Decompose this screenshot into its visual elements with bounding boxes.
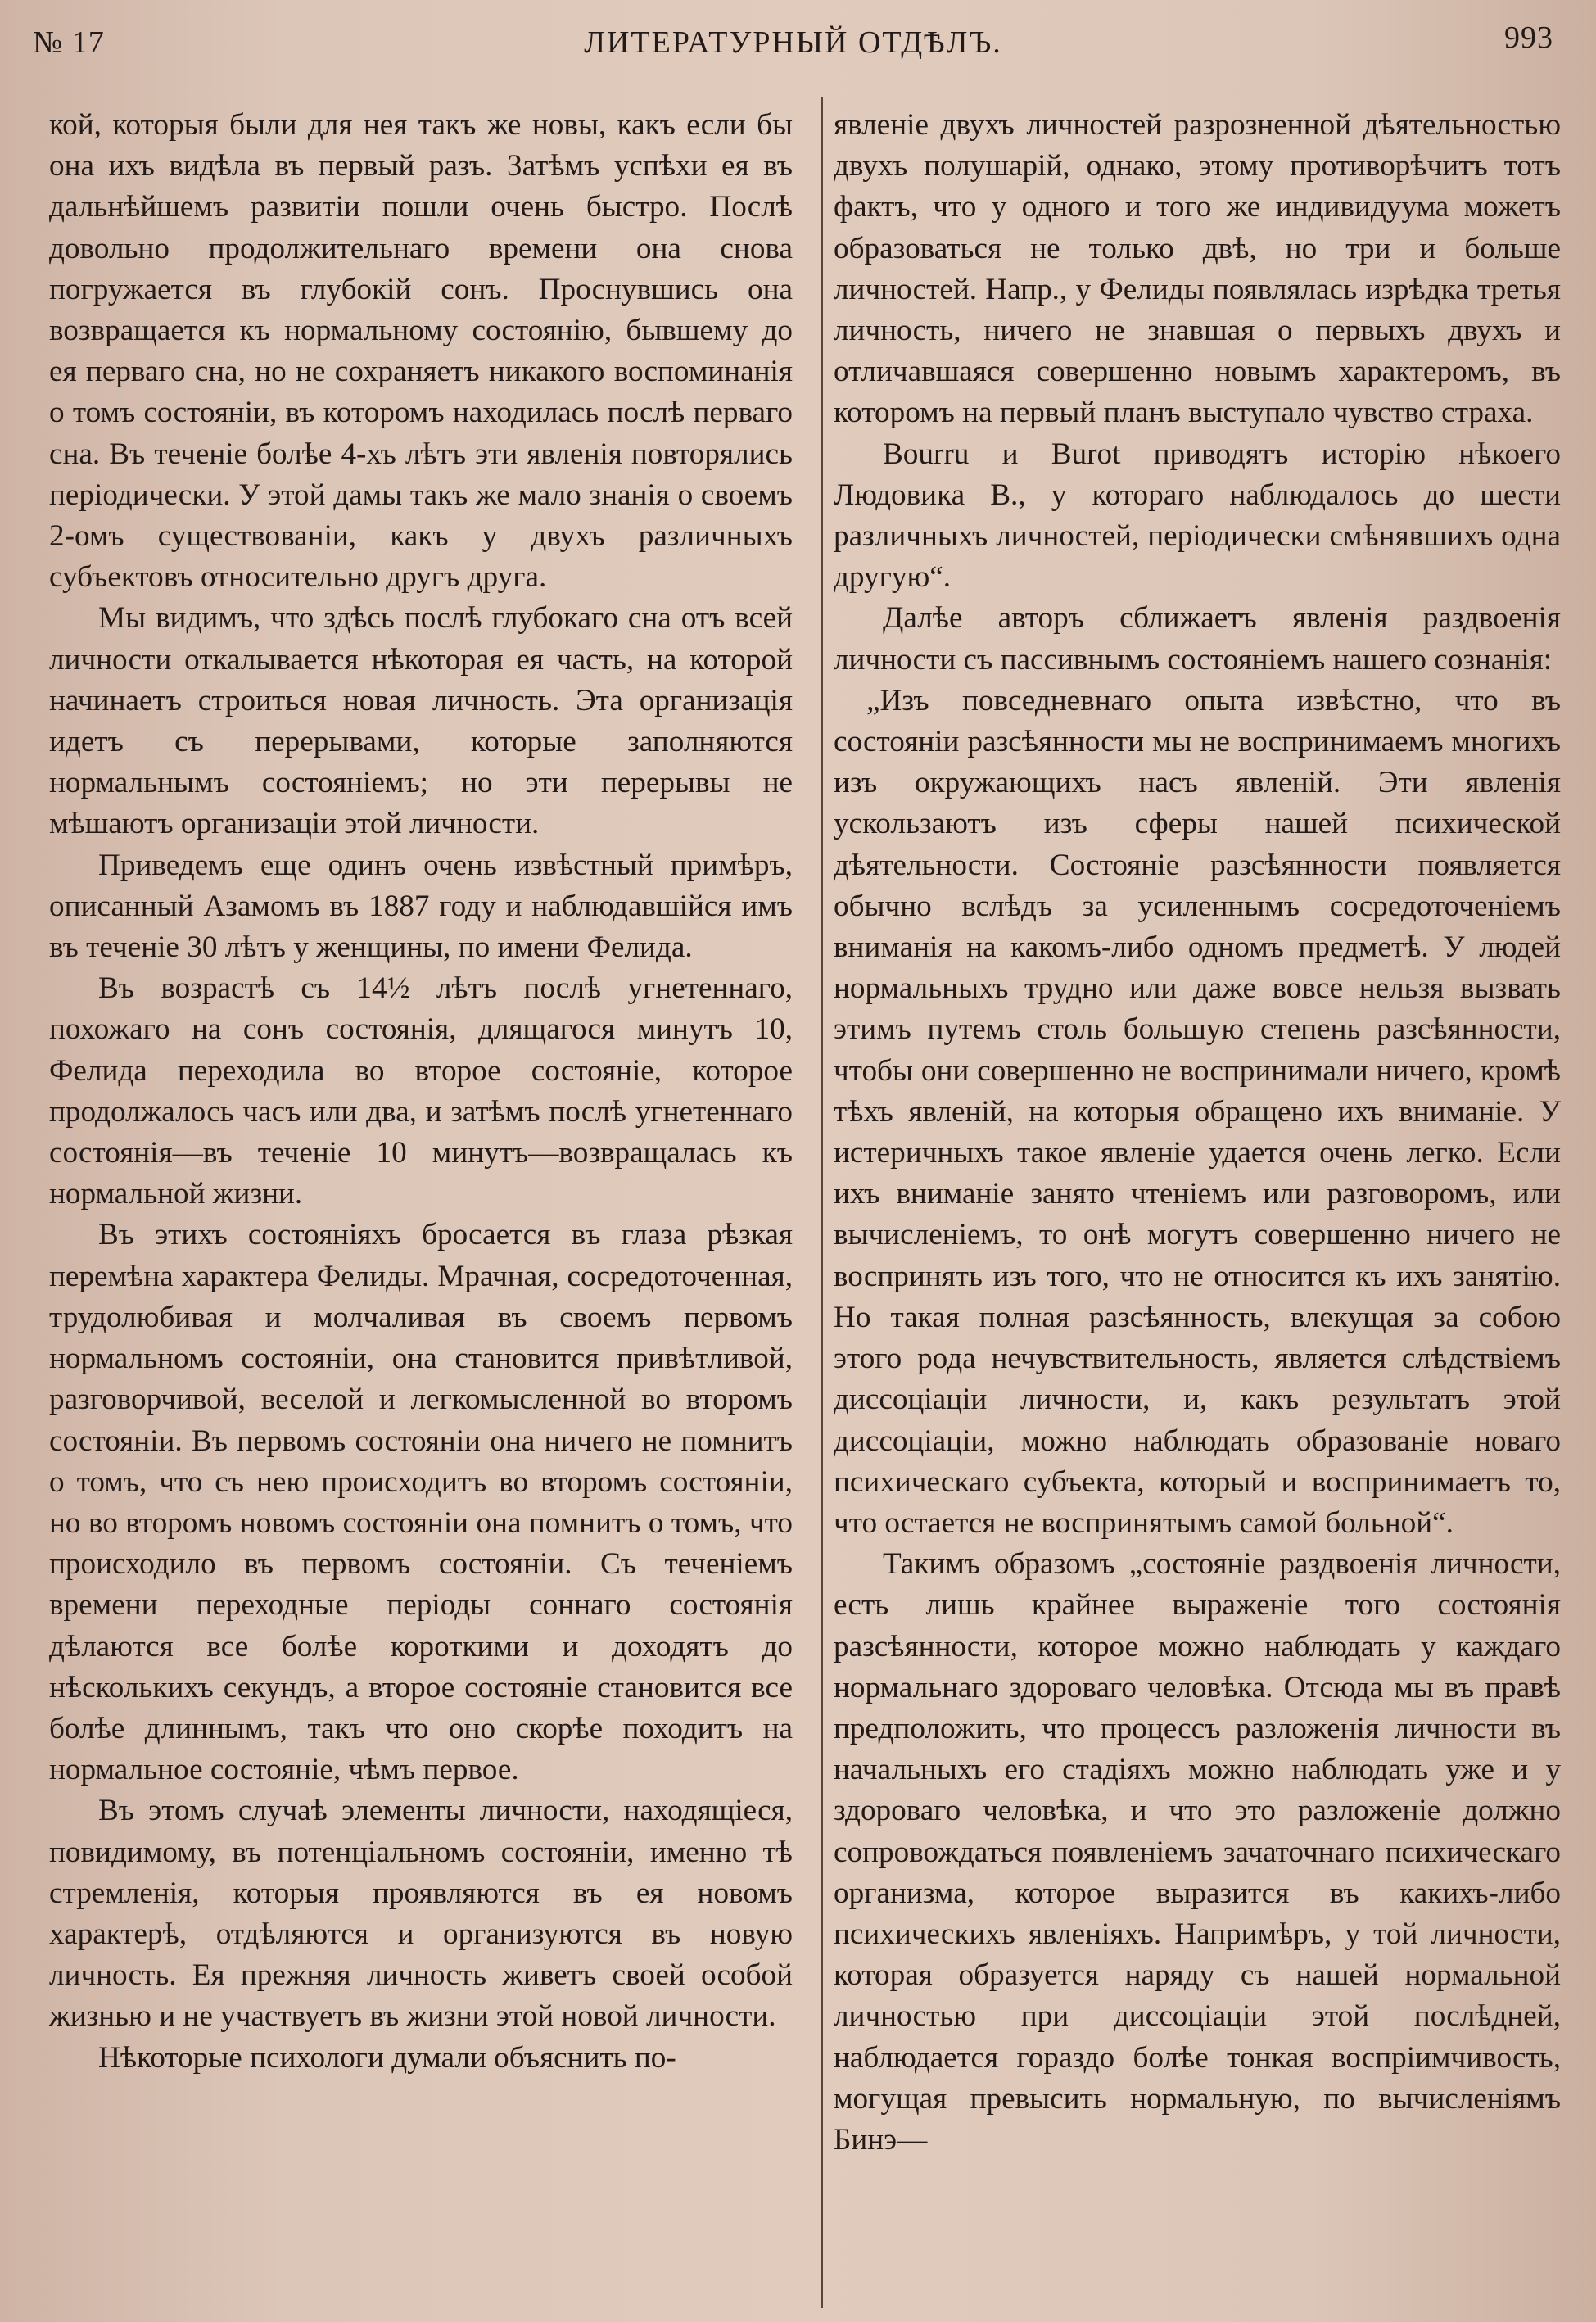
paragraph: Нѣкоторые психологи думали объяснить по-: [98, 2040, 676, 2075]
left-column: [49, 105, 793, 2308]
paragraph: Bourru и Burot приводятъ исторію нѣкоего Людовика В., у котораго наблюдалось до шести различныхъ личностей, періодически смѣнявшихъ одна другую“.: [834, 437, 1561, 595]
paragraph: Далѣе авторъ сближаетъ явленія раздвоенія личности съ пассивнымъ состояніемъ нашего сознанія:: [834, 601, 1561, 677]
paragraph: Такимъ образомъ „состояніе раздвоенія личности, есть лишь крайнее выраженіе того состоянія разсѣянности, которое можно наблюдать у каждаго нормальнаго здороваго человѣка. Отсюда мы въ правѣ предположить, что процессъ разложенія личности въ начальныхъ его стадіяхъ можно наблюдать уже и у здороваго человѣка, и что это разложеніе должно сопровождаться появленіемъ зачаточнаго психическаго организма, которое выразится въ какихъ-либо психическихъ явленіяхъ. Напримѣръ, у той личности, которая образуется наряду съ нашей нормальной личностью при диссоціаціи этой послѣдней, наблюдается гораздо болѣе тонкая воспріимчивость, могущая превысить нормальную, по вычисленіямъ Бинэ—: [834, 1547, 1561, 2157]
paragraph: Мы видимъ, что здѣсь послѣ глубокаго сна отъ всей личности откалывается нѣкоторая ея часть, на которой начинаетъ строиться новая личность. Эта организація идетъ съ перерывами, которые заполняются нормальнымъ состояніемъ; но эти перерывы не мѣшаютъ организаціи этой личности.: [49, 601, 793, 841]
issue-number: № 17: [33, 25, 105, 60]
paragraph: Въ этихъ состояніяхъ бросается въ глаза рѣзкая перемѣна характера Фелиды. Мрачная, сосредоточенная, трудолюбивая и молчаливая въ своемъ первомъ нормальномъ состояніи, она становится привѣтливой, разговорчивой, веселой и легкомысленной во второмъ состояніи. Въ первомъ состояніи она ничего не помнитъ о томъ, что съ нею происходитъ во второмъ состояніи, но во второмъ новомъ состояніи она помнитъ о томъ, что происходило въ первомъ состояніи. Съ теченіемъ времени переходные періоды соннаго состоянія дѣлаются все болѣе короткими и доходятъ до нѣсколькихъ секундъ, а второе состояніе становится все болѣе длиннымъ, такъ что оно скорѣе походитъ на нормальное состояніе, чѣмъ первое.: [49, 1218, 793, 1787]
section-title: ЛИТЕРАТУРНЫЙ ОТДѢЛЪ.: [584, 25, 1002, 60]
paragraph: явленіе двухъ личностей разрозненной дѣятельностью двухъ полушарій, однако, этому противорѣчитъ тотъ фактъ, что у одного и того же индивидуума можетъ образоваться не только двѣ, но три и больше личностей. Напр., у Фелиды появлялась изрѣдка третья личность, ничего не знавшая о первыхъ двухъ и отличавшаяся совершенно новымъ характеромъ, въ которомъ на первый планъ выступало чувство страха.: [834, 108, 1561, 430]
right-column: [834, 105, 1561, 2308]
page-number: 993: [1504, 20, 1553, 55]
column-divider: [821, 97, 823, 2308]
paragraph: Въ возрастѣ съ 14½ лѣтъ послѣ угнетеннаго, похожаго на сонъ состоянія, длящагося минутъ 10, Фелида переходила во второе состояніе, которое продолжалось часъ или два, и затѣмъ послѣ угнетеннаго состоянія—въ теченіе 10 минутъ—возвращалась къ нормальной жизни.: [49, 971, 793, 1211]
running-header: [33, 20, 1553, 74]
paragraph: Приведемъ еще одинъ очень извѣстный примѣръ, описанный Азамомъ въ 1887 году и наблюдавшійся имъ въ теченіе 30 лѣтъ у женщины, по имени Фелида.: [49, 848, 793, 965]
paragraph: Въ этомъ случаѣ элементы личности, находящіеся, повидимому, въ потенціальномъ состояніи, именно тѣ стремленія, которыя проявляются въ ея новомъ характерѣ, отдѣляются и организуются въ новую личность. Ея прежняя личность живетъ своей особой жизнью и не участвуетъ въ жизни этой новой личности.: [49, 1794, 793, 2034]
quotation-paragraph: „Изъ повседневнаго опыта извѣстно, что въ состояніи разсѣянности мы не воспринимаемъ многихъ изъ окружающихъ насъ явленій. Эти явленія ускользаютъ изъ сферы нашей психической дѣятельности. Состояніе разсѣянности появляется обычно вслѣдъ за усиленнымъ сосредоточеніемъ вниманія на какомъ-либо одномъ предметѣ. У людей нормальныхъ трудно или даже вовсе нельзя вызвать этимъ путемъ столь большую степень разсѣянности, чтобы они совершенно не воспринимали ничего, кромѣ тѣхъ явленій, на которыя обращено ихъ вниманіе. У истеричныхъ такое явленіе удается очень легко. Если ихъ вниманіе занято чтеніемъ или разговоромъ, или вычисленіемъ, то онѣ могутъ совершенно ничего не воспринять изъ того, что не относится къ ихъ занятію. Но такая полная разсѣянность, влекущая за собою этого рода нечувствительность, является слѣдствіемъ диссоціаціи личности, и, какъ результатъ этой диссоціаціи, можно наблюдать образованіе новаго психическаго субъекта, который и воспринимаетъ то, что остается не воспринятымъ самой больной“.: [834, 683, 1561, 1540]
paragraph: кой, которыя были для нея такъ же новы, какъ если бы она ихъ видѣла въ первый разъ. Затѣмъ успѣхи ея въ дальнѣйшемъ развитіи пошли очень быстро. Послѣ довольно продолжительнаго времени она снова погружается въ глубокій сонъ. Проснувшись она возвращается къ нормальному состоянію, бывшему до ея перваго сна, но не сохраняетъ никакого воспоминанія о томъ состояніи, въ которомъ находилась послѣ перваго сна. Въ теченіе болѣе 4-хъ лѣтъ эти явленія повторялись періодически. У этой дамы такъ же мало знанія о своемъ 2-омъ существованіи, какъ у двухъ различныхъ субъектовъ относительно другъ друга.: [49, 108, 793, 595]
